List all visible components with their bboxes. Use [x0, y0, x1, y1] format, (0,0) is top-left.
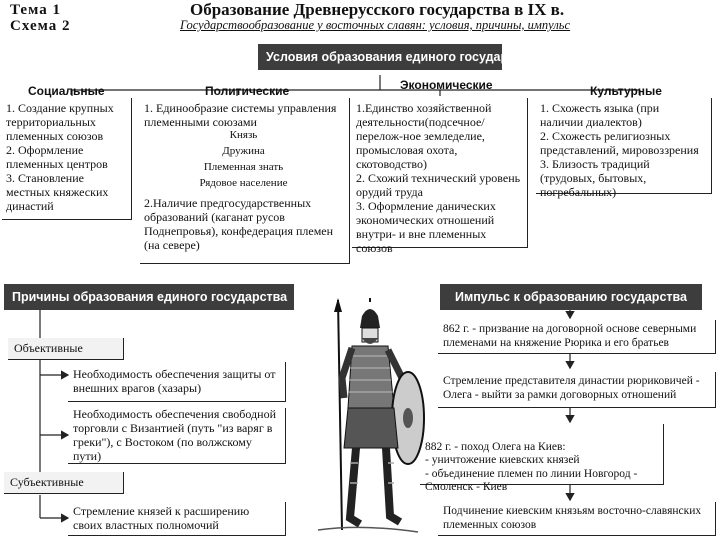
col-heading-economic: Экономические — [400, 78, 493, 92]
reasons-title: Причины образования единого государства — [4, 284, 294, 310]
impulse-step-text: 882 г. - поход Олега на Киев: - уничтожение киевских князей - объединение племен по линии Новгород - Смоленск - Киев — [425, 440, 638, 493]
hierarchy-commoners: Рядовое население — [199, 177, 288, 189]
economic-item: 3. Оформление данических экономических отношений внутри- и вне племенных союзов — [356, 199, 496, 255]
social-item: 1. Создание крупных территориальных племенных союзов — [6, 101, 114, 143]
impulse-step-text: Стремление представителя династии рюриковичей - Олега - выйти за рамки договорных отношений — [443, 375, 700, 401]
schema-number: Схема 2 — [10, 18, 71, 34]
col-heading-cultural: Культурные — [590, 84, 662, 98]
cultural-item: 1. Схожесть языка (при наличии диалектов) — [540, 101, 660, 129]
impulse-step — [438, 320, 716, 354]
tema-label — [10, 2, 70, 34]
objective-reason-trade — [68, 408, 286, 464]
col-heading-political: Политические — [205, 84, 290, 98]
warrior-illustration — [298, 298, 426, 538]
political-conditions-box — [140, 98, 350, 264]
cultural-conditions-box — [536, 98, 712, 199]
tema-number: Тема 1 — [10, 2, 61, 18]
subjective-label: Субъективные — [4, 472, 124, 494]
page-title: Образование Древнерусского государства в IX в. — [190, 0, 565, 19]
hierarchy-druzhina: Дружина — [222, 145, 265, 157]
impulse-step-text: 862 г. - призвание на договорной основе северными племенами на княжение Рюрика и его братьев — [443, 323, 697, 349]
impulse-title: Импульс к образованию государства — [440, 284, 702, 310]
hierarchy-prince: Князь — [229, 129, 258, 141]
impulse-step — [420, 424, 664, 493]
subjective-reason — [68, 502, 286, 536]
social-item: 2. Оформление племенных центров — [6, 143, 108, 171]
economic-conditions-box — [352, 98, 528, 255]
social-item: 3. Становление местных княжеских династий — [6, 171, 109, 213]
political-item: 2.Наличие предгосударственных образований (каганат русов Поднепровья), конфедерация племен (на севере) — [144, 196, 334, 252]
cultural-item: 2. Схожесть религиозных представлений, мировоззрения — [540, 129, 699, 157]
subjective-reason-text: Стремление князей к расширению своих властных полномочий — [73, 504, 250, 532]
social-conditions-box — [2, 98, 132, 220]
objective-label: Объективные — [8, 338, 124, 360]
impulse-step — [438, 502, 716, 536]
col-heading-social: Социальные — [28, 84, 105, 98]
cultural-item: 3. Близость традиций (трудовых, бытовых, погребальных) — [540, 157, 650, 199]
impulse-step — [438, 372, 716, 408]
objective-reason-text: Необходимость обеспечения свободной торговли с Византией (путь "из варяг в греки"), с Востоком (по волжскому пути) — [73, 407, 276, 463]
conditions-title: Условия образования единого государства — [258, 44, 502, 70]
economic-item: 1.Единство хозяйственной деятельности(подсечное/перелож-ное земледелие, промысловая охота, скотоводство) — [356, 101, 492, 171]
objective-reason-defense — [68, 362, 286, 402]
page-subtitle: Государствообразование у восточных славян: условия, причины, импульс — [180, 18, 571, 32]
hierarchy-nobility: Племенная знать — [203, 161, 284, 173]
political-item: 1. Единообразие системы управления племенными союзами — [144, 101, 337, 129]
objective-reason-text: Необходимость обеспечения защиты от внешних врагов (хазары) — [73, 367, 276, 395]
impulse-step-text: Подчинение киевским князьям восточно-славянских племенных союзов — [443, 505, 702, 531]
economic-item: 2. Схожий технический уровень орудий труда — [356, 171, 521, 199]
